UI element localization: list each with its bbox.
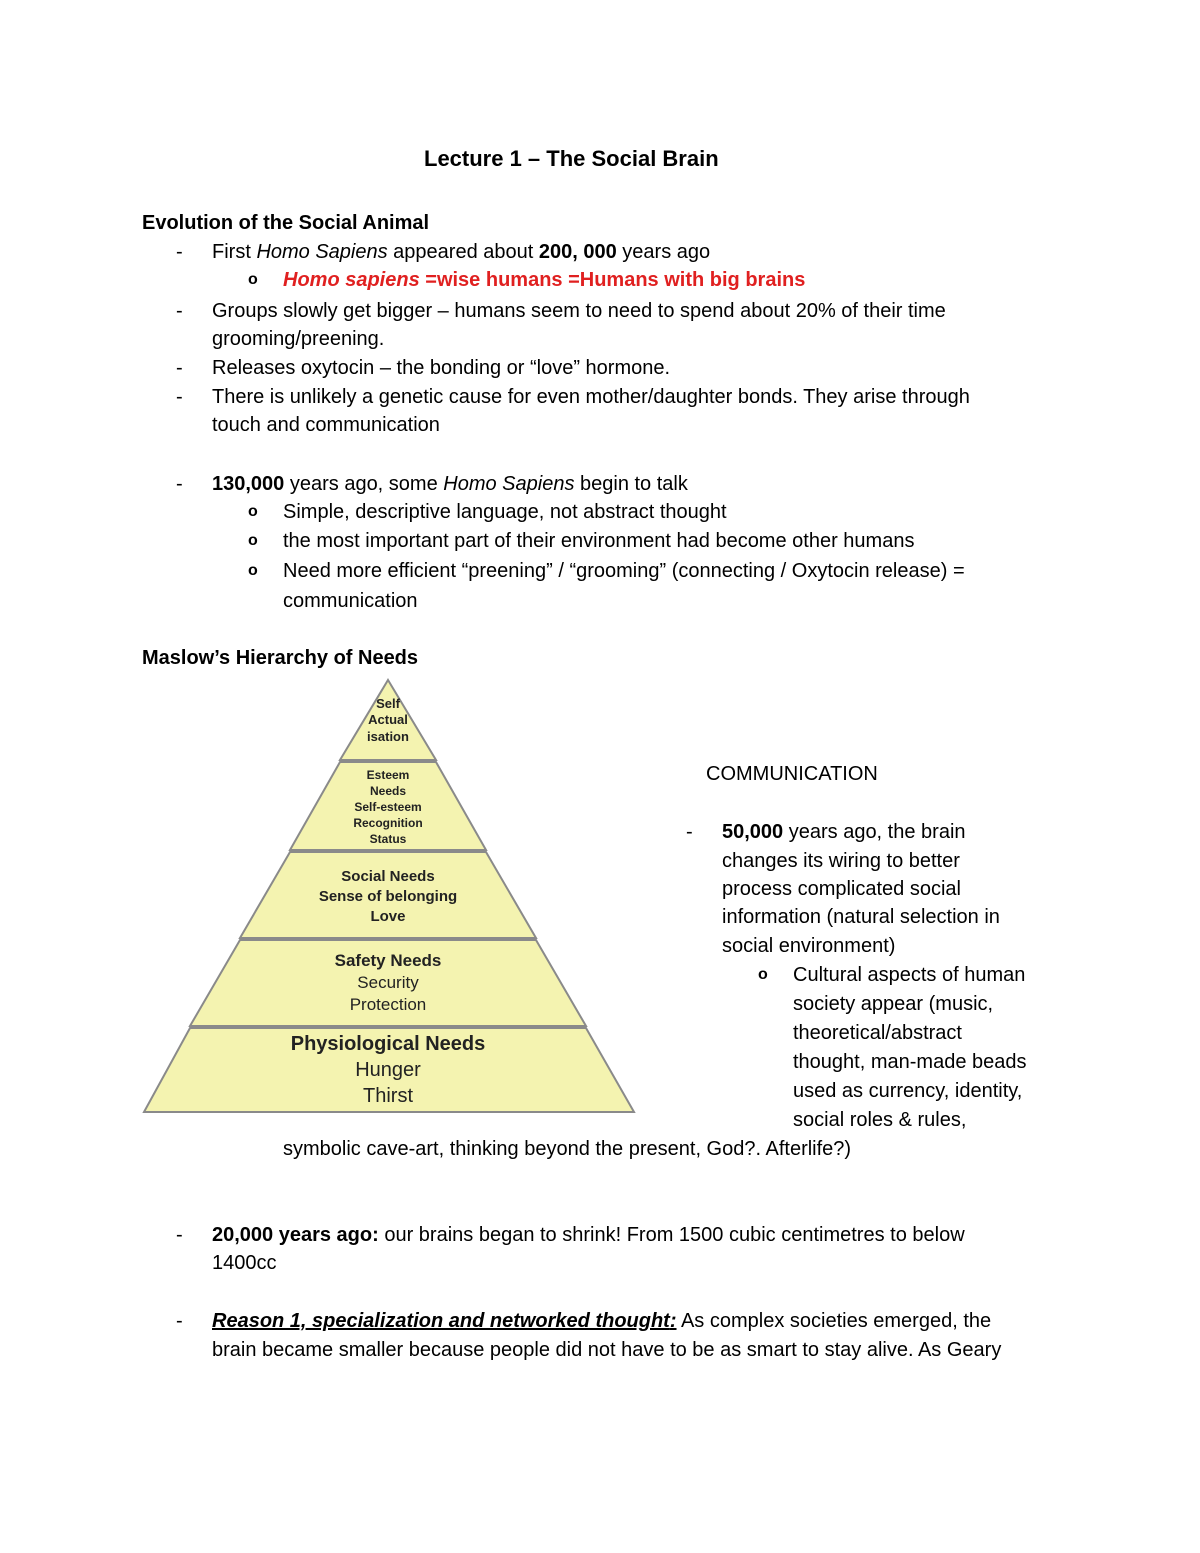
comm-sub-item-continued: theoretical/abstract bbox=[793, 1022, 962, 1044]
section-heading-evolution: Evolution of the Social Animal bbox=[142, 212, 430, 234]
bullet-dash: - bbox=[176, 386, 183, 408]
list-item: There is unlikely a genetic cause for even mother/daughter bonds. They arise through bbox=[212, 386, 970, 408]
tier4-line1: Safety Needs bbox=[334, 951, 442, 970]
list-item: Releases oxytocin – the bonding or “love” hormone. bbox=[212, 357, 671, 379]
tier2-line5: Status bbox=[369, 832, 407, 846]
page-title: Lecture 1 – The Social Brain bbox=[424, 146, 719, 171]
tier1-line2: Actual bbox=[368, 712, 408, 727]
bullet-circle: o bbox=[248, 532, 258, 549]
list-item-continued: grooming/preening. bbox=[212, 328, 385, 350]
maslow-pyramid bbox=[140, 678, 640, 1113]
section-heading-maslow: Maslow’s Hierarchy of Needs bbox=[142, 647, 419, 669]
tier1-line1: Self bbox=[376, 696, 400, 711]
list-item-continued: touch and communication bbox=[212, 414, 440, 436]
tier3-line3: Love bbox=[370, 908, 406, 925]
comm-list-item-continued: process complicated social bbox=[722, 878, 961, 900]
list-item: Reason 1, specialization and networked thought: As complex societies emerged, the bbox=[212, 1310, 992, 1332]
list-item-continued: 1400cc bbox=[212, 1252, 277, 1274]
bullet-dash: - bbox=[686, 821, 693, 843]
tier2-line2: Needs bbox=[369, 784, 407, 798]
tier5-line3: Thirst bbox=[363, 1085, 413, 1107]
bullet-dash: - bbox=[176, 241, 183, 263]
bullet-circle: o bbox=[248, 562, 258, 579]
list-item: First Homo Sapiens appeared about 200, 000 years ago bbox=[212, 241, 711, 263]
comm-sub-item-continued: used as currency, identity, bbox=[793, 1080, 1023, 1102]
list-item: 130,000 years ago, some Homo Sapiens begin to talk bbox=[212, 473, 688, 495]
comm-list-item-continued: information (natural selection in bbox=[722, 906, 1000, 928]
tier3-line1: Social Needs bbox=[341, 868, 435, 885]
bullet-dash: - bbox=[176, 473, 183, 495]
bullet-circle: o bbox=[248, 271, 258, 288]
tier2-line1: Esteem bbox=[366, 768, 410, 782]
comm-sub-item-continued: society appear (music, bbox=[793, 993, 994, 1015]
tier5-line1: Physiological Needs bbox=[290, 1033, 486, 1055]
comm-sub-item-continued: social roles & rules, bbox=[793, 1109, 967, 1131]
comm-sub-item-wrap: symbolic cave-art, thinking beyond the present, God?. Afterlife?) bbox=[283, 1138, 852, 1160]
list-item-continued: brain became smaller because people did not have to be as smart to stay alive. As Geary bbox=[212, 1339, 1002, 1361]
communication-heading: COMMUNICATION bbox=[706, 763, 878, 785]
tier2-line4: Recognition bbox=[353, 816, 423, 830]
comm-sub-item: Cultural aspects of human bbox=[793, 964, 1026, 986]
tier3-line2: Sense of belonging bbox=[318, 888, 458, 905]
list-item: 20,000 years ago: our brains began to shrink! From 1500 cubic centimetres to below bbox=[212, 1224, 965, 1246]
bullet-dash: - bbox=[176, 1310, 183, 1332]
comm-list-item-continued: changes its wiring to better bbox=[722, 850, 960, 872]
list-item: Groups slowly get bigger – humans seem to need to spend about 20% of their time bbox=[212, 300, 946, 322]
tier4-line2: Security bbox=[357, 973, 419, 992]
sub-list-item: the most important part of their environment had become other humans bbox=[283, 530, 915, 552]
sub-list-item-continued: communication bbox=[283, 590, 418, 612]
sub-list-item: Need more efficient “preening” / “grooming” (connecting / Oxytocin release) = bbox=[283, 560, 965, 582]
comm-sub-item-continued: thought, man-made beads bbox=[793, 1051, 1027, 1073]
tier4-line3: Protection bbox=[349, 995, 427, 1014]
tier1-line3: isation bbox=[367, 729, 409, 744]
tier2-line3: Self-esteem bbox=[354, 800, 422, 814]
comm-list-item: 50,000 years ago, the brain bbox=[722, 821, 966, 843]
bullet-circle: o bbox=[758, 966, 768, 983]
comm-list-item-continued: social environment) bbox=[722, 935, 896, 957]
bullet-circle: o bbox=[248, 503, 258, 520]
bullet-dash: - bbox=[176, 1224, 183, 1246]
sub-list-item-red: Homo sapiens =wise humans =Humans with big brains bbox=[283, 269, 806, 291]
tier5-line2: Hunger bbox=[355, 1059, 421, 1081]
bullet-dash: - bbox=[176, 357, 183, 379]
sub-list-item: Simple, descriptive language, not abstract thought bbox=[283, 501, 727, 523]
bullet-dash: - bbox=[176, 300, 183, 322]
